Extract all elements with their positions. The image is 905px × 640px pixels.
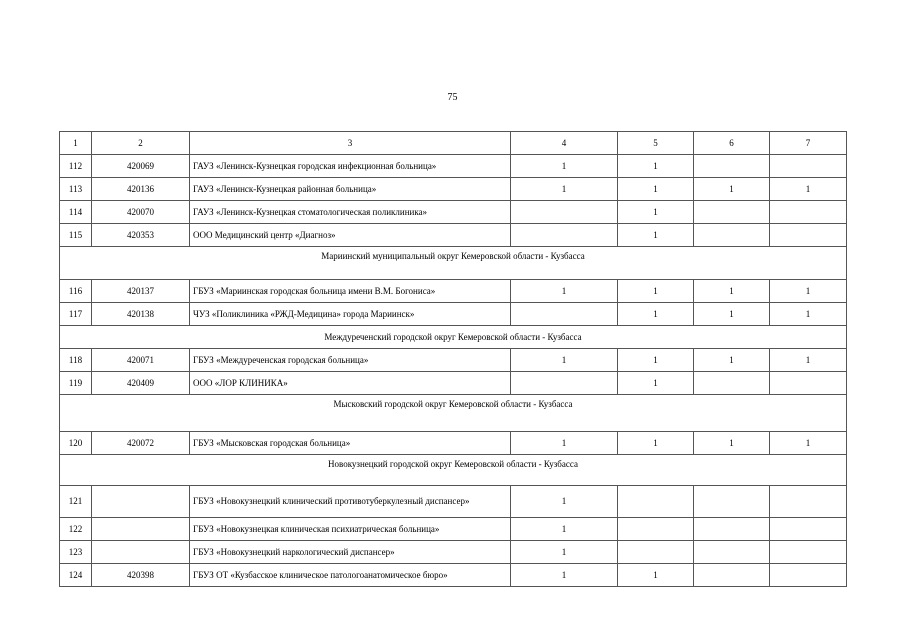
page-number: 75 — [447, 92, 458, 103]
organization-name: ГБУЗ «Мариинская городская больница имени В.М. Богониса» — [190, 280, 511, 303]
col6-value — [694, 486, 770, 518]
table-row — [60, 201, 847, 224]
col6-value: 1 — [694, 349, 770, 372]
row-code: 420069 — [92, 155, 190, 178]
col5-value: 1 — [618, 224, 694, 247]
column-header: 2 — [92, 132, 190, 155]
table-row — [60, 372, 847, 395]
col4-value: 1 — [511, 280, 618, 303]
section-title: Мысковский городской округ Кемеровской области - Кузбасса — [60, 395, 847, 432]
section-title: Мариинский муниципальный округ Кемеровской области - Кузбасса — [60, 247, 847, 280]
row-number: 114 — [60, 201, 92, 224]
row-code — [92, 486, 190, 518]
table-row — [60, 541, 847, 564]
organization-name: ГАУЗ «Ленинск-Кузнецкая городская инфекционная больница» — [190, 155, 511, 178]
section-row — [60, 395, 847, 432]
organization-name: ГБУЗ «Новокузнецкая клиническая психиатрическая больница» — [190, 518, 511, 541]
col6-value — [694, 224, 770, 247]
col4-value: 1 — [511, 349, 618, 372]
organization-name: ЧУЗ «Поликлиника «РЖД-Медицина» города Мариинск» — [190, 303, 511, 326]
col4-value — [511, 372, 618, 395]
col5-value: 1 — [618, 178, 694, 201]
column-header: 6 — [694, 132, 770, 155]
document-table — [59, 131, 847, 587]
col6-value: 1 — [694, 280, 770, 303]
col6-value — [694, 372, 770, 395]
col7-value — [770, 518, 847, 541]
col7-value — [770, 372, 847, 395]
row-code: 420409 — [92, 372, 190, 395]
organization-name: ООО «ЛОР КЛИНИКА» — [190, 372, 511, 395]
col5-value: 1 — [618, 201, 694, 224]
col4-value — [511, 201, 618, 224]
col5-value — [618, 486, 694, 518]
col7-value — [770, 486, 847, 518]
col7-value: 1 — [770, 432, 847, 455]
col5-value: 1 — [618, 349, 694, 372]
col5-value: 1 — [618, 303, 694, 326]
row-code — [92, 518, 190, 541]
col6-value — [694, 518, 770, 541]
organization-name: ГАУЗ «Ленинск-Кузнецкая районная больница» — [190, 178, 511, 201]
col7-value — [770, 224, 847, 247]
column-header: 3 — [190, 132, 511, 155]
row-code: 420137 — [92, 280, 190, 303]
column-header: 5 — [618, 132, 694, 155]
row-number: 123 — [60, 541, 92, 564]
row-number: 121 — [60, 486, 92, 518]
row-number: 113 — [60, 178, 92, 201]
organization-name: ГАУЗ «Ленинск-Кузнецкая стоматологическая поликлиника» — [190, 201, 511, 224]
section-row — [60, 247, 847, 280]
col7-value — [770, 201, 847, 224]
table-row — [60, 178, 847, 201]
col7-value — [770, 155, 847, 178]
row-code: 420353 — [92, 224, 190, 247]
table-row — [60, 564, 847, 587]
col4-value: 1 — [511, 541, 618, 564]
col4-value: 1 — [511, 178, 618, 201]
col4-value: 1 — [511, 432, 618, 455]
table-row — [60, 224, 847, 247]
organization-name: ГБУЗ «Новокузнецкий клинический противотуберкулезный диспансер» — [190, 486, 511, 518]
col6-value — [694, 541, 770, 564]
col7-value — [770, 564, 847, 587]
col5-value: 1 — [618, 432, 694, 455]
col5-value — [618, 518, 694, 541]
column-header: 1 — [60, 132, 92, 155]
row-number: 124 — [60, 564, 92, 587]
row-number: 120 — [60, 432, 92, 455]
col4-value — [511, 224, 618, 247]
col6-value — [694, 564, 770, 587]
col7-value — [770, 541, 847, 564]
row-number: 115 — [60, 224, 92, 247]
col6-value: 1 — [694, 303, 770, 326]
row-number: 122 — [60, 518, 92, 541]
section-title: Новокузнецкий городской округ Кемеровской области - Кузбасса — [60, 455, 847, 486]
table-row — [60, 432, 847, 455]
row-code: 420070 — [92, 201, 190, 224]
row-code: 420072 — [92, 432, 190, 455]
col4-value: 1 — [511, 486, 618, 518]
row-code: 420071 — [92, 349, 190, 372]
table-row — [60, 155, 847, 178]
table-row — [60, 518, 847, 541]
section-title: Междуреченский городской округ Кемеровской области - Кузбасса — [60, 326, 847, 349]
organization-name: ГБУЗ «Междуреченская городская больница» — [190, 349, 511, 372]
row-code — [92, 541, 190, 564]
row-number: 112 — [60, 155, 92, 178]
organization-name: ГБУЗ «Новокузнецкий наркологический диспансер» — [190, 541, 511, 564]
organization-name: ООО Медицинский центр «Диагноз» — [190, 224, 511, 247]
row-number: 116 — [60, 280, 92, 303]
col7-value: 1 — [770, 178, 847, 201]
col6-value: 1 — [694, 178, 770, 201]
table-row — [60, 303, 847, 326]
organization-name: ГБУЗ ОТ «Кузбасское клиническое патологоанатомическое бюро» — [190, 564, 511, 587]
col4-value: 1 — [511, 564, 618, 587]
table-row — [60, 280, 847, 303]
table-row — [60, 486, 847, 518]
section-row — [60, 455, 847, 486]
col7-value: 1 — [770, 349, 847, 372]
column-header: 7 — [770, 132, 847, 155]
section-row — [60, 326, 847, 349]
col6-value — [694, 201, 770, 224]
table-row — [60, 349, 847, 372]
row-code: 420136 — [92, 178, 190, 201]
organization-name: ГБУЗ «Мысковская городская больница» — [190, 432, 511, 455]
col5-value — [618, 541, 694, 564]
row-number: 117 — [60, 303, 92, 326]
col7-value: 1 — [770, 303, 847, 326]
col5-value: 1 — [618, 155, 694, 178]
col4-value — [511, 303, 618, 326]
row-number: 118 — [60, 349, 92, 372]
col7-value: 1 — [770, 280, 847, 303]
col6-value: 1 — [694, 432, 770, 455]
table-header-row — [60, 132, 847, 155]
row-number: 119 — [60, 372, 92, 395]
row-code: 420138 — [92, 303, 190, 326]
row-code: 420398 — [92, 564, 190, 587]
column-header: 4 — [511, 132, 618, 155]
col6-value — [694, 155, 770, 178]
col5-value: 1 — [618, 372, 694, 395]
col4-value: 1 — [511, 518, 618, 541]
col4-value: 1 — [511, 155, 618, 178]
col5-value: 1 — [618, 564, 694, 587]
col5-value: 1 — [618, 280, 694, 303]
